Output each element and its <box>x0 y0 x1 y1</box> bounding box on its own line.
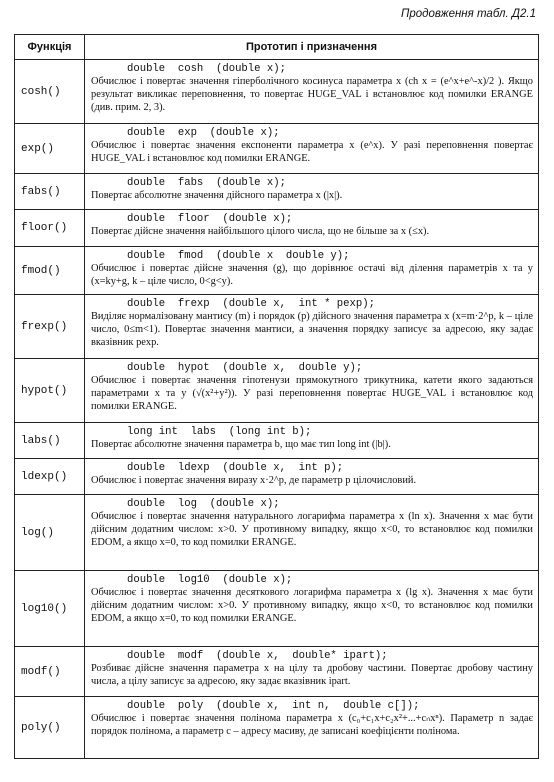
function-description: Обчислює і повертає дійсне значення (g), що дорівнює остачі від ділення параметрів x та y (x=ky+g, k – ціле число, 0<g<y). <box>91 263 533 287</box>
table-row-log10 <box>15 571 539 647</box>
table-row-poly <box>15 697 539 759</box>
function-name: fabs() <box>15 174 85 210</box>
function-description: Повертає абсолютне значення дійсного параметра x (|x|). <box>91 190 343 201</box>
function-name: floor() <box>15 210 85 247</box>
function-description: Обчислює і повертає значення натурального логарифма параметра x (ln x). Значення x має бути дійсним додатним числом: x>0. У противному випадку, якщо x<0, то встановлює код помилки EDOM, а якщо x=0, то код помилки ERANGE. <box>91 511 533 548</box>
table-continuation-caption: Продовження табл. Д2.1 <box>401 8 536 20</box>
function-prototype: double exp (double x); <box>127 127 280 139</box>
function-name: cosh() <box>15 60 85 124</box>
function-name: log() <box>15 495 85 571</box>
function-prototype: double floor (double x); <box>127 213 293 225</box>
function-description: Обчислює і повертає значення виразу x·2^p, де параметр p цілочисловий. <box>91 475 417 486</box>
function-name: exp() <box>15 124 85 174</box>
function-description: Обчислює і повертає значення полінома параметра x (c₀+c₁x+c₂x²+...+cₙxⁿ). Параметр n задає порядок полінома, а параметр c – адресу масиву, де записані коефіцієнти полінома. <box>91 713 533 737</box>
function-prototype: double hypot (double x, double y); <box>127 362 363 374</box>
table-row-ldexp <box>15 459 539 495</box>
function-name: ldexp() <box>15 459 85 495</box>
table-row-frexp <box>15 295 539 359</box>
table-row-modf <box>15 647 539 697</box>
function-prototype: double log (double x); <box>127 498 280 510</box>
function-description: Обчислює і повертає значення десяткового логарифма параметра x (lg x). Значення x має бути дійсним додатним числом: x>0. У противному випадку, якщо x<0, то встановлює код помилки EDOM, а якщо x=0, то код помилки ERANGE. <box>91 587 533 624</box>
table-row-fabs <box>15 174 539 210</box>
function-description: Обчислює і повертає значення гіпотенузи прямокутного трикутника, катети якого задаються параметрами x та y (√(x²+y²)). У разі переповнення повертає HUGE_VAL і встановлює код помилки ERANGE. <box>91 375 533 412</box>
function-name: fmod() <box>15 247 85 295</box>
function-prototype: double modf (double x, double* ipart); <box>127 650 388 662</box>
table-row-exp <box>15 124 539 174</box>
function-reference-table <box>14 34 539 759</box>
function-description: Розбиває дійсне значення параметра x на цілу та дробову частини. Повертає дробову частину числа, а цілу записує за адресою, яку задає вказівник ipart. <box>91 663 533 687</box>
function-prototype: long int labs (long int b); <box>127 426 312 438</box>
function-prototype: double frexp (double x, int * pexp); <box>127 298 375 310</box>
function-name: poly() <box>15 697 85 759</box>
function-prototype: double ldexp (double x, int p); <box>127 462 344 474</box>
table-row-floor <box>15 210 539 247</box>
function-prototype: double log10 (double x); <box>127 574 293 586</box>
function-description: Обчислює і повертає значення гіперболічного косинуса параметра x (ch x = (e^x+e^-x)/2 ). Якщо результат викликає переповнення, то повертає HUGE_VAL і встановлює код помилки ERANGE (див. прим. 2, 3). <box>91 76 533 113</box>
table-header-row <box>15 35 539 60</box>
table-row-fmod <box>15 247 539 295</box>
function-description: Повертає дійсне значення найбільшого цілого числа, що не більше за x (≤x). <box>91 226 430 237</box>
function-description: Обчислює і повертає значення експоненти параметра x (e^x). У разі переповнення повертає HUGE_VAL і встановлює код помилки ERANGE. <box>91 140 533 164</box>
function-prototype: double fabs (double x); <box>127 177 286 189</box>
function-description: Повертає абсолютне значення параметра b, що має тип long int (|b|). <box>91 439 391 450</box>
table-row-hypot <box>15 359 539 423</box>
function-prototype: double fmod (double x double y); <box>127 250 350 262</box>
function-prototype: double cosh (double x); <box>127 63 286 75</box>
function-prototype: double poly (double x, int n, double c[]); <box>127 700 420 712</box>
table-row-labs <box>15 423 539 459</box>
table-row-log <box>15 495 539 571</box>
function-name: frexp() <box>15 295 85 359</box>
function-name: modf() <box>15 647 85 697</box>
column-header-function: Функція <box>15 35 85 60</box>
function-name: labs() <box>15 423 85 459</box>
function-name: log10() <box>15 571 85 647</box>
function-description: Виділяє нормалізовану мантису (m) і порядок (p) дійсного значення параметра x (x=m·2^p, k – ціле число, 0≤m<1). Повертає значення мантиси, а значення порядку записує за адресою, яку задає вказівник pexp. <box>91 311 533 348</box>
column-header-prototype: Прототип і призначення <box>85 35 539 60</box>
table-row-cosh <box>15 60 539 124</box>
function-name: hypot() <box>15 359 85 423</box>
